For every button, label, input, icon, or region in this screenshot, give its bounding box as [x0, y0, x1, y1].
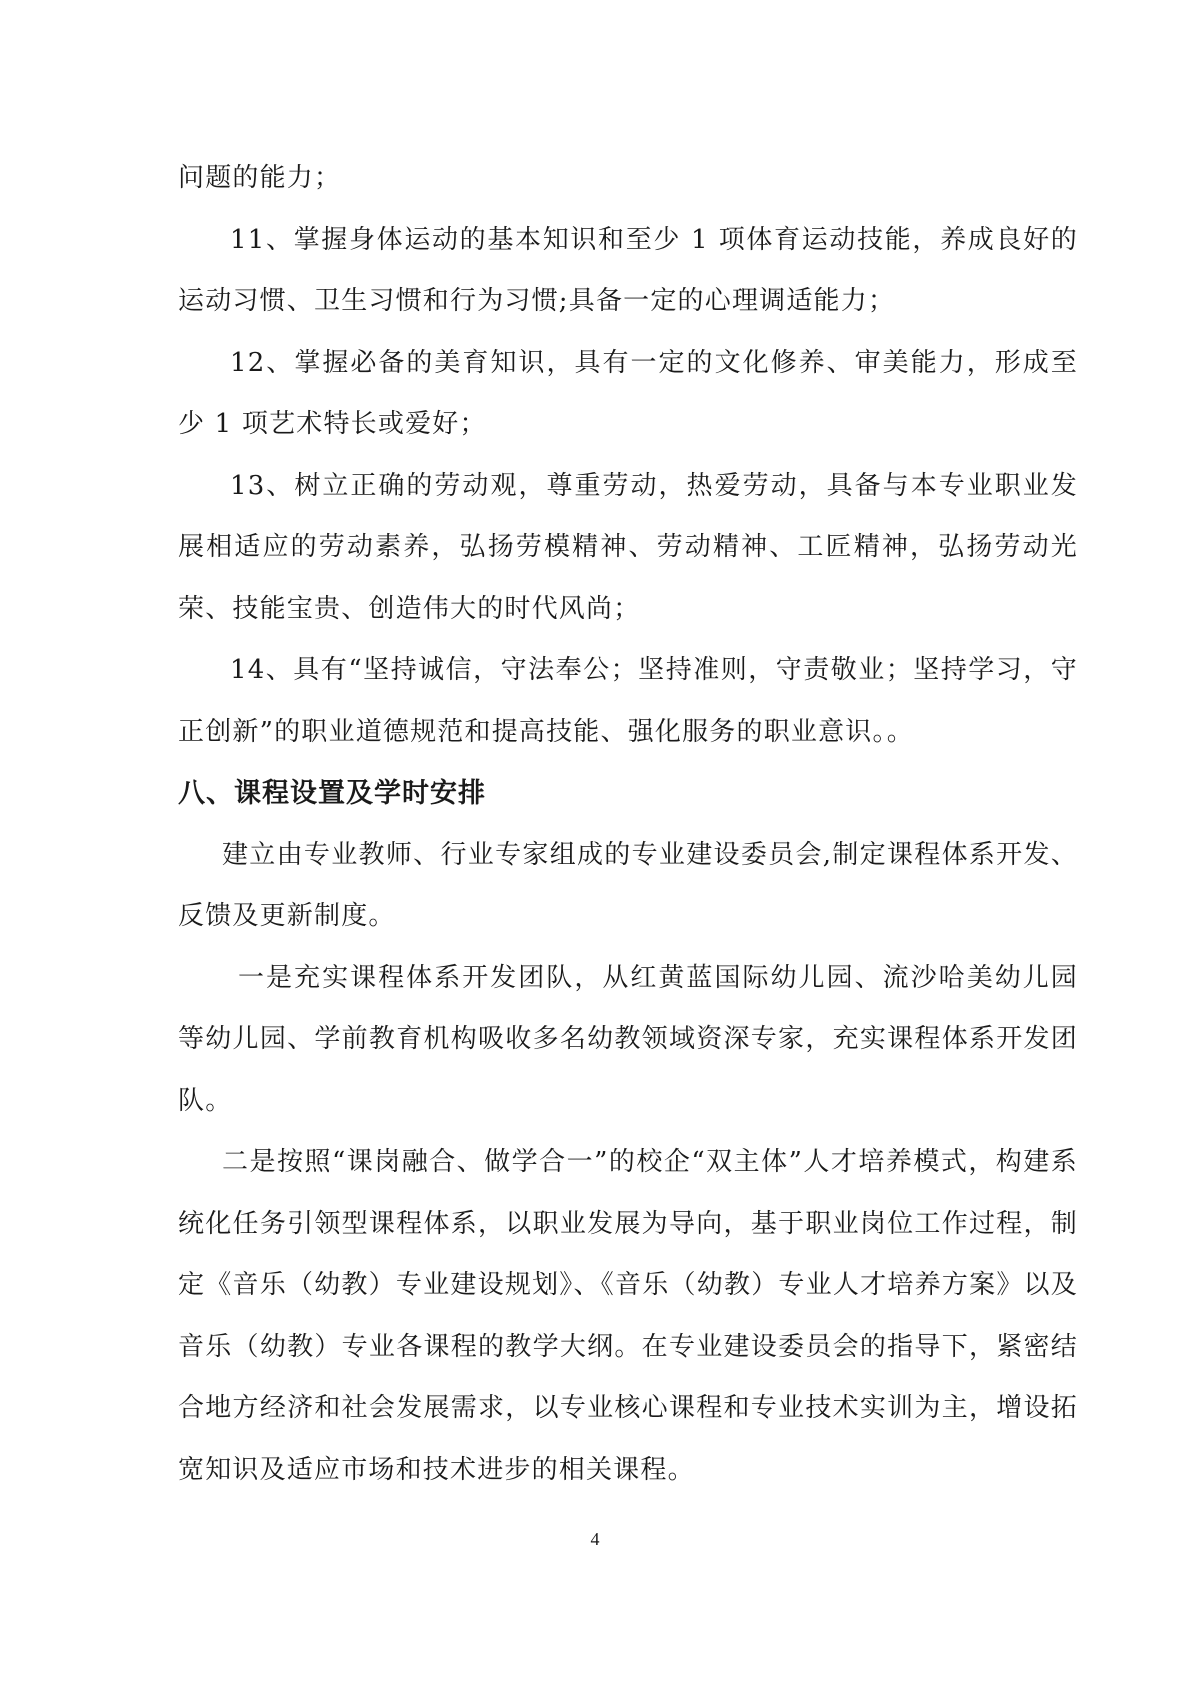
continued-text: 问题的能力； [178, 163, 342, 193]
section-heading: 八、课程设置及学时安排 [178, 778, 486, 809]
paragraph-team: 一是充实课程体系开发团队，从红黄蓝国际幼儿园、流沙哈美幼儿园等幼儿园、学前教育机构吸收多名幼教领域资深专家，充实课程体系开发团队。 [178, 962, 1078, 1116]
page-body [178, 148, 1078, 1501]
list-item-11: 11、掌握身体运动的基本知识和至少 1 项体育运动技能，养成良好的运动习惯、卫生习惯和行为习惯;具备一定的心理调适能力； [178, 224, 1078, 316]
list-item-12: 12、掌握必备的美育知识，具有一定的文化修养、审美能力，形成至少 1 项艺术特长或爱好； [178, 347, 1078, 439]
paragraph-committee: 建立由专业教师、行业专家组成的专业建设委员会,制定课程体系开发、反馈及更新制度。 [178, 839, 1078, 931]
page-number: 4 [590, 1529, 600, 1549]
list-item-14: 14、具有“坚持诚信，守法奉公；坚持准则，守责敬业；坚持学习，守正创新”的职业道德规范和提高技能、强化服务的职业意识。。 [178, 655, 1078, 747]
list-item-13: 13、树立正确的劳动观，尊重劳动，热爱劳动，具备与本专业职业发展相适应的劳动素养，弘扬劳模精神、劳动精神、工匠精神，弘扬劳动光荣、技能宝贵、创造伟大的时代风尚； [178, 470, 1078, 624]
paragraph-curriculum: 二是按照“课岗融合、做学合一”的校企“双主体”人才培养模式，构建系统化任务引领型课程体系，以职业发展为导向，基于职业岗位工作过程，制定《音乐（幼教）专业建设规划》、《音乐（幼教）专业人才培养方案》以及音乐（幼教）专业各课程的教学大纲。在专业建设委员会的指导下，紧密结合地方经济和社会发展需求，以专业核心课程和专业技术实训为主，增设拓宽知识及适应市场和技术进步的相关课程。 [178, 1147, 1078, 1485]
